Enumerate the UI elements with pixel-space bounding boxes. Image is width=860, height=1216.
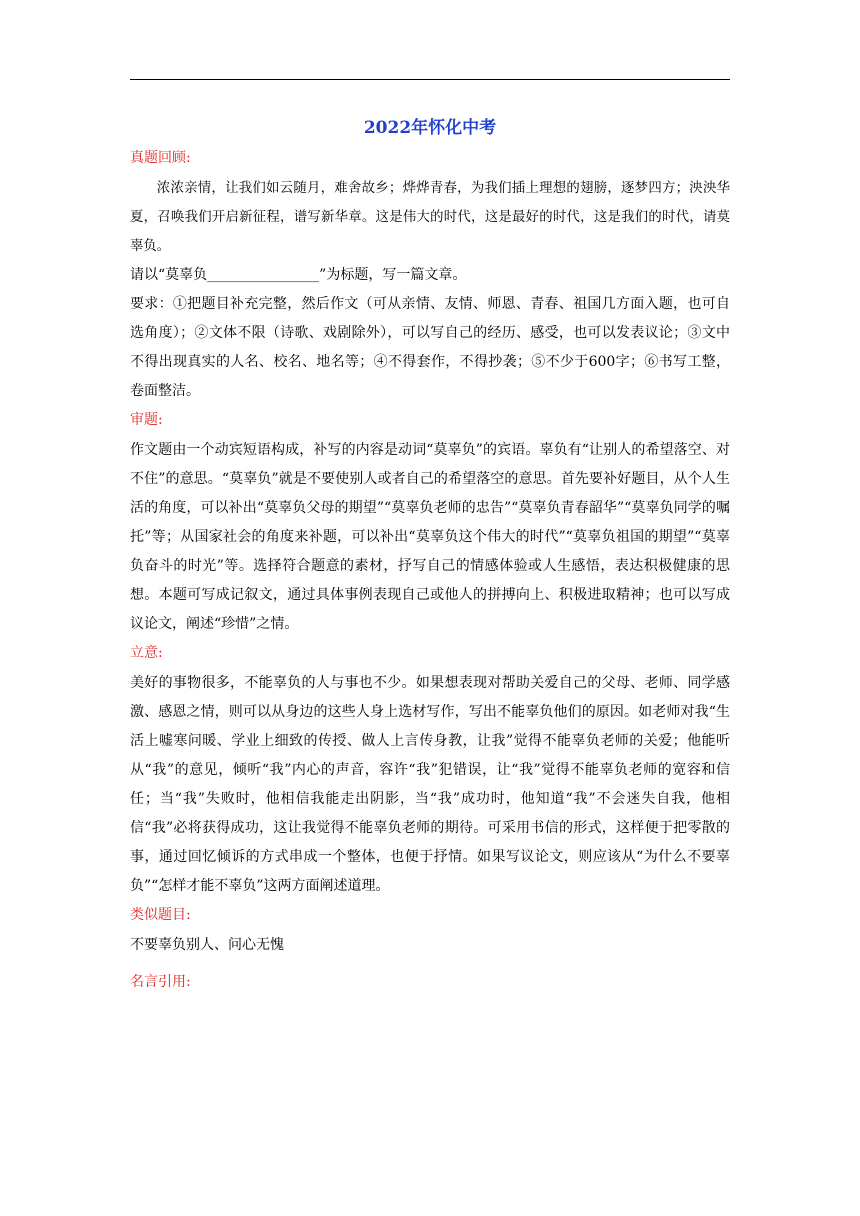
prompt-instruction: 请以“莫辜负________________”为标题，写一篇文章。	[130, 267, 467, 283]
shenti-body: 作文题由一个动宾短语构成，补写的内容是动词“莫辜负”的宾语。辜负有“让别人的希望落空、对不住”的意思。“莫辜负”就是不要使别人或者自己的希望落空的意思。首先要补好题目，从个人生活的角度，可以补出“莫辜负父母的期望”“莫辜负老师的忠告”“莫辜负青春韶华”“莫辜负同学的嘱托”等；从国家社会的角度来补题，可以补出“莫辜负这个伟大的时代”“莫辜负祖国的期望”“莫辜负奋斗的时光”等。选择符合题意的素材，抒写自己的情感体验或人生感悟，表达积极健康的思想。本题可写成记叙文，通过具体事例表现自己或他人的拼搏向上、积极进取精神；也可以写成议论文，阐述“珍惜”之情。	[130, 442, 730, 632]
leisi-body: 不要辜负别人、问心无愧	[130, 937, 284, 953]
section-heading-mingyan: 名言引用:	[130, 974, 191, 990]
liyi-body: 美好的事物很多，不能辜负的人与事也不少。如果想表现对帮助关爱自己的父母、老师、同学感激、感恩之情，则可以从身边的这些人身上选材写作，写出不能辜负他们的原因。如老师对我“生活上嘘寒问暖、学业上细致的传授、做人上言传身教，让我”觉得不能辜负老师的关爱；他能听从“我”的意见，倾听“我”内心的声音，容许“我”犯错误，让“我”觉得不能辜负老师的宽容和信任；当“我”失败时，他相信我能走出阴影，当“我”成功时，他知道“我”不会迷失自我，他相信“我”必将获得成功，这让我觉得不能辜负老师的期待。可采用书信的形式，这样便于把零散的事，通过回忆倾诉的方式串成一个整体，也便于抒情。如果写议论文，则应该从“为什么不要辜负”“怎样才能不辜负”这两方面阐述道理。	[130, 675, 730, 894]
page-title: 2022年怀化中考	[363, 118, 497, 138]
prompt-intro: 浓浓亲情，让我们如云随月，难舍故乡；烨烨青春，为我们插上理想的翅膀，逐梦四方；泱泱华夏，召唤我们开启新征程，谱写新华章。这是伟大的时代，这是最好的时代，这是我们的时代，请莫辜负。	[130, 181, 730, 254]
section-heading-leisi: 类似题目:	[130, 907, 191, 923]
section-heading-shenti: 审题:	[130, 412, 163, 428]
section-heading-zhenti: 真题回顾:	[130, 150, 191, 166]
prompt-requirements: 要求：①把题目补充完整，然后作文（可从亲情、友情、师恩、青春、祖国几方面入题，也可自选角度）；②文体不限（诗歌、戏剧除外），可以写自己的经历、感受，也可以发表议论；③文中不得出现真实的人名、校名、地名等；④不得套作，不得抄袭；⑤不少于600字；⑥书写工整，卷面整洁。	[130, 296, 730, 399]
section-heading-liyi: 立意:	[130, 645, 163, 661]
document-body	[130, 112, 730, 992]
header-rule	[130, 79, 730, 80]
